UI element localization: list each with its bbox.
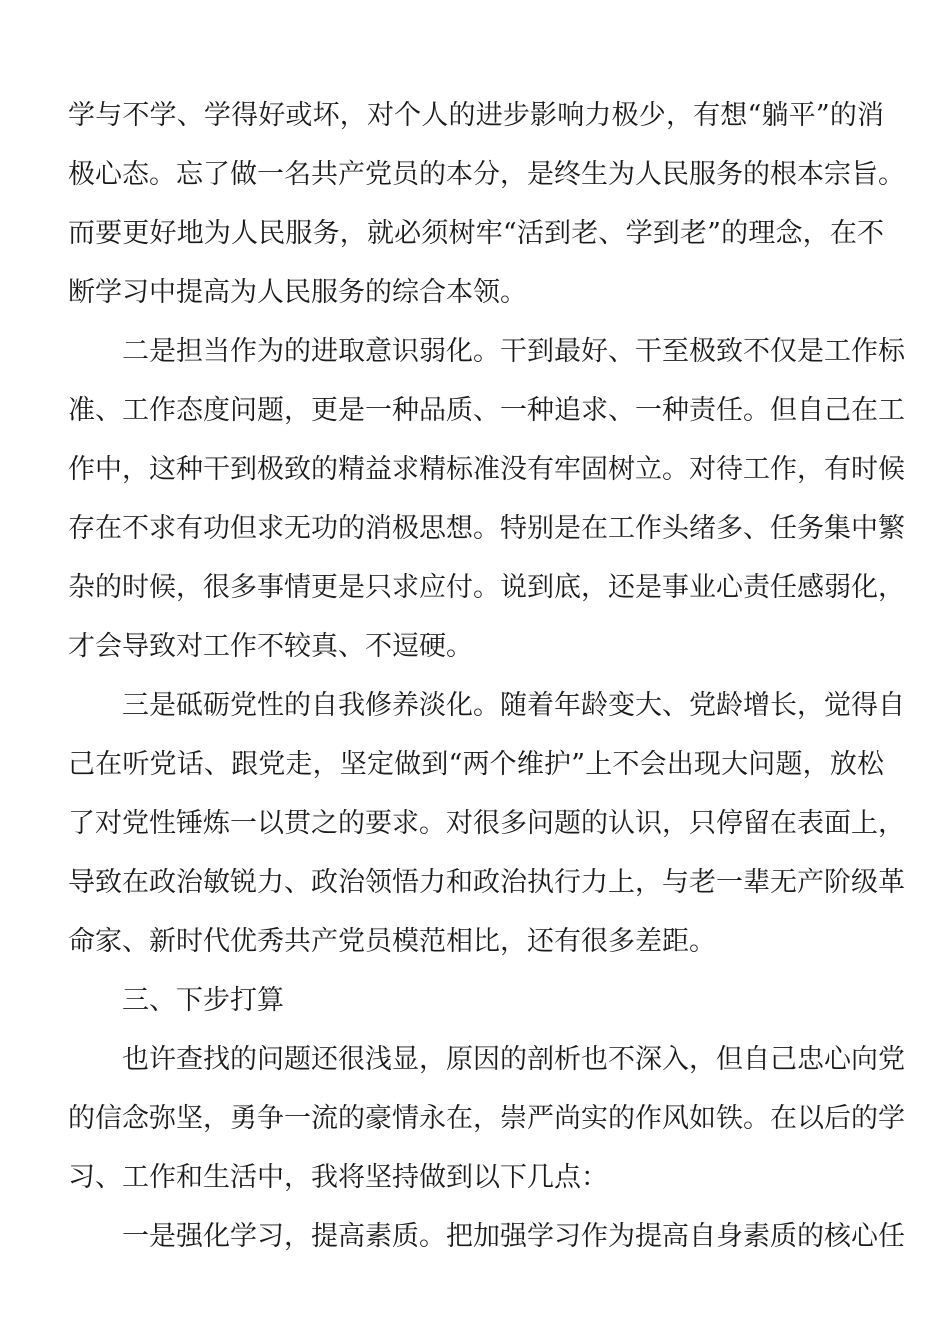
text-line: 习、工作和生活中，我将坚持做到以下几点： <box>68 1162 608 1193</box>
text-line: 而要更好地为人民服务，就必须树牢“活到老、学到老”的理念，在不 <box>68 218 884 249</box>
paragraph-start-line: 二是担当作为的进取意识弱化。干到最好、干至极致不仅是工作标 <box>122 336 905 367</box>
text-line: 才会导致对工作不较真、不逗硬。 <box>68 631 473 662</box>
text-line: 了对党性锤炼一以贯之的要求。对很多问题的认识，只停留在表面上， <box>68 808 905 839</box>
text-line: 命家、新时代优秀共产党员模范相比，还有很多差距。 <box>68 926 716 957</box>
text-line: 己在听党话、跟党走，坚定做到“两个维护”上不会出现大问题，放松 <box>68 749 884 780</box>
text-line: 学与不学、学得好或坏，对个人的进步影响力极少，有想“躺平”的消 <box>68 100 884 131</box>
text-line: 的信念弥坚，勇争一流的豪情永在，崇严尚实的作风如铁。在以后的学 <box>68 1103 905 1134</box>
text-line: 准、工作态度问题，更是一种品质、一种追求、一种责任。但自己在工 <box>68 395 905 426</box>
text-line: 存在不求有功但求无功的消极思想。特别是在工作头绪多、任务集中繁 <box>68 513 905 544</box>
paragraph-start-line: 三是砥砺党性的自我修养淡化。随着年龄变大、党龄增长，觉得自 <box>122 690 905 721</box>
text-line: 作中，这种干到极致的精益求精标准没有牢固树立。对待工作，有时候 <box>68 454 905 485</box>
paragraph-start-line: 一是强化学习，提高素质。把加强学习作为提高自身素质的核心任 <box>122 1221 905 1252</box>
paragraph-start-line: 也许查找的问题还很浅显，原因的剖析也不深入，但自己忠心向党 <box>122 1044 905 1075</box>
text-line: 极心态。忘了做一名共产党员的本分，是终生为人民服务的根本宗旨。 <box>68 159 905 190</box>
text-line: 杂的时候，很多事情更是只求应付。说到底，还是事业心责任感弱化， <box>68 572 905 603</box>
text-line: 导致在政治敏锐力、政治领悟力和政治执行力上，与老一辈无产阶级革 <box>68 867 905 898</box>
section-heading: 三、下步打算 <box>122 985 284 1016</box>
text-line: 断学习中提高为人民服务的综合本领。 <box>68 277 527 308</box>
